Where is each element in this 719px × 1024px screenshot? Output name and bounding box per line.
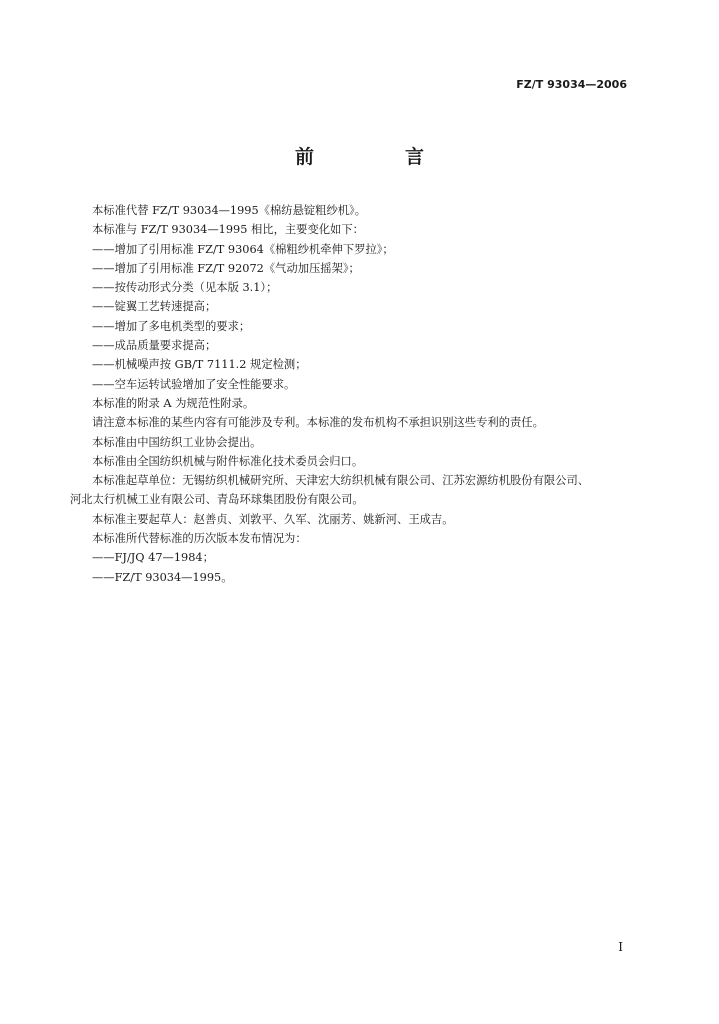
foreword-body (70, 201, 636, 587)
paragraph-drafting-units-cont: 河北太行机械工业有限公司、青岛环球集团股份有限公司。 (70, 493, 364, 507)
page-title: 前 言 (294, 146, 460, 168)
change-item: ——增加了引用标准 FZ/T 92072《气动加压摇架》； (92, 261, 360, 275)
change-item: ——空车运转试验增加了安全性能要求。 (92, 377, 296, 391)
change-item: ——锭翼工艺转速提高； (92, 300, 217, 314)
change-item: ——增加了多电机类型的要求； (92, 319, 251, 333)
paragraph-committee: 本标准由全国纺织机械与附件标准化技术委员会归口。 (92, 454, 364, 468)
paragraph-history-intro: 本标准所代替标准的历次版本发布情况为： (92, 532, 307, 546)
change-item: ——按传动形式分类（见本版 3.1）； (92, 281, 278, 295)
change-item: ——成品质量要求提高； (92, 339, 217, 353)
standard-code: FZ/T 93034—2006 (516, 78, 627, 91)
paragraph-drafters: 本标准主要起草人：赵善贞、刘敦平、久军、沈丽芳、姚新河、王成吉。 (92, 512, 454, 526)
change-item: ——增加了引用标准 FZ/T 93064《棉粗纱机牵伸下罗拉》； (92, 242, 394, 256)
paragraph-replaces: 本标准代替 FZ/T 93034—1995《棉纺悬锭粗纱机》。 (92, 204, 366, 217)
history-item: ——FJ/JQ 47—1984； (92, 551, 214, 565)
paragraph-drafting-units: 本标准起草单位：无锡纺织机械研究所、天津宏大纺织机械有限公司、江苏宏源纺机股份有限公司、 (92, 474, 590, 488)
paragraph-changes-intro: 本标准与 FZ/T 93034—1995 相比，主要变化如下： (92, 223, 364, 237)
paragraph-patent-notice: 请注意本标准的某些内容有可能涉及专利。本标准的发布机构不承担识别这些专利的责任。 (92, 416, 544, 430)
paragraph-annex: 本标准的附录 A 为规范性附录。 (92, 396, 255, 410)
paragraph-proposer: 本标准由中国纺织工业协会提出。 (92, 435, 262, 449)
page-number: I (618, 940, 623, 954)
change-item: ——机械噪声按 GB/T 7111.2 规定检测； (92, 358, 307, 372)
history-item: ——FZ/T 93034—1995。 (92, 570, 233, 584)
